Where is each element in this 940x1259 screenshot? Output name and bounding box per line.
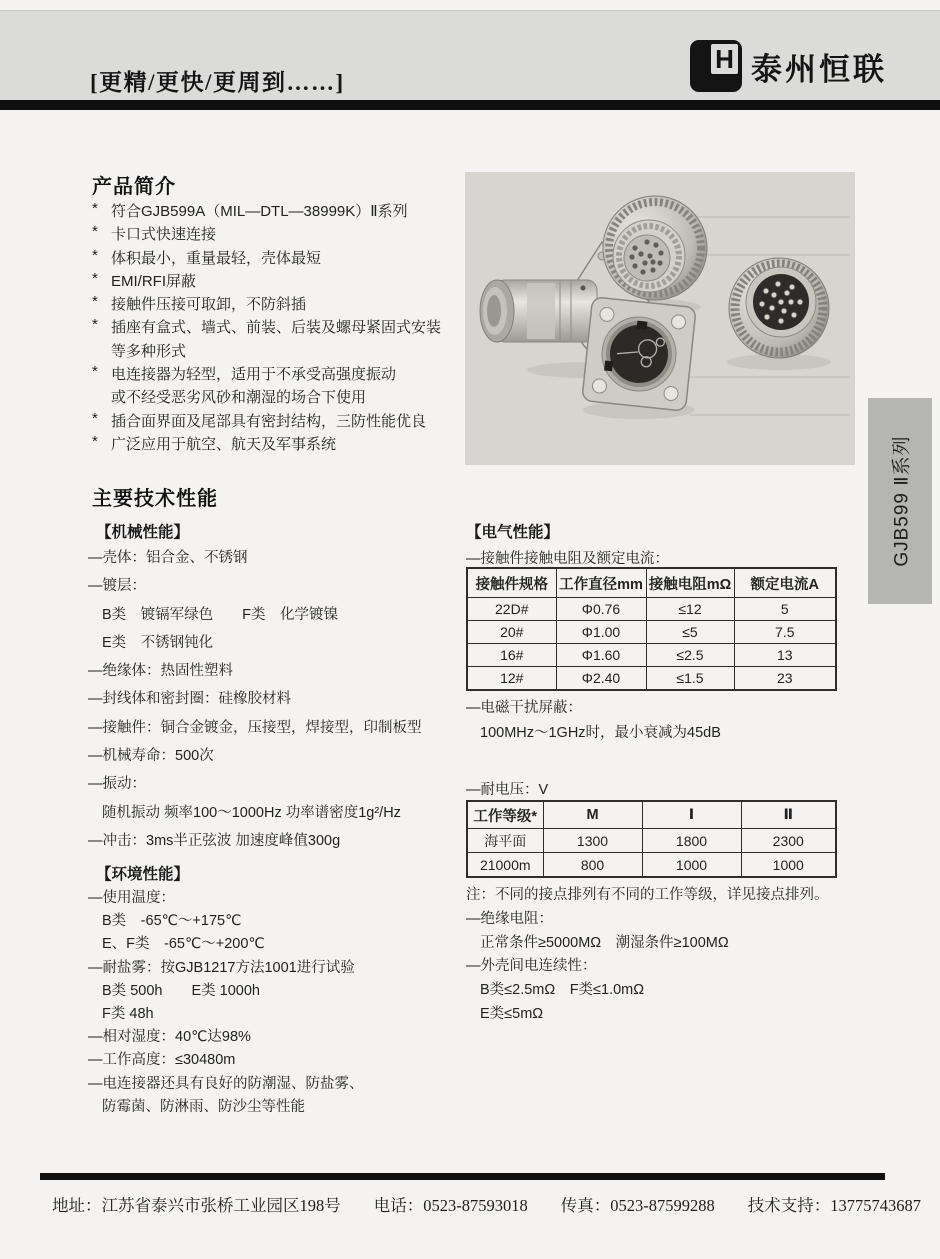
footer [52,1192,921,1216]
connectors-photo [465,172,855,465]
cell: ≤1.5 [646,667,734,691]
cell: 1800 [642,829,741,853]
cell: 2300 [741,829,836,853]
contact-table-label: —接触件接触电阻及额定电流： [466,551,669,567]
spec-line: —电连接器还具有良好的防潮湿、防盐雾、 [88,1075,364,1092]
brand-name: 泰州恒联 [751,51,887,87]
intro-bullet: * 接触件压接可取卸，不防斜插 [92,293,307,314]
logo-monogram: H [711,44,738,74]
spec-line: 防霉菌、防淋雨、防沙尘等性能 [102,1098,305,1115]
column-header: 工作等级* [467,801,543,829]
header-slogan: [更精/更快/更周到……] [90,70,345,95]
footer-address: 地址：江苏省泰兴市张桥工业园区198号 [52,1196,341,1215]
mechanical-heading: 【机械性能】 [96,524,190,541]
cell: 20# [467,621,556,644]
continuity-line: B类≤2.5mΩ F类≤1.0mΩ [480,982,645,998]
cell: 1300 [543,829,642,853]
emi-label: —电磁干扰屏蔽： [466,700,582,716]
series-side-tab [868,398,932,604]
column-header: 接触电阻mΩ [646,568,734,598]
table-row [467,829,836,853]
footer-fax: 传真：0523-87599288 [560,1196,715,1215]
table-row [467,644,836,667]
spec-line: 随机振动 频率100～1000Hz 功率谱密度1g²/Hz [102,804,401,821]
cell: 海平面 [467,829,543,853]
voltage-label: —耐电压：V [466,782,549,798]
intro-bullet: * 卡口式快速连接 [92,223,217,244]
spec-line: F类 48h [102,1005,154,1022]
cell: 1000 [642,853,741,878]
spec-line: —工作高度：≤30480m [88,1052,236,1069]
cell: Φ1.00 [556,621,646,644]
intro-bullet: * 广泛应用于航空、航天及军事系统 [92,432,337,453]
cell: 1000 [741,853,836,878]
cell: Φ0.76 [556,598,646,621]
intro-bullet: * 插座有盒式、墙式、前装、后装及螺母紧固式安装 [92,316,442,337]
spec-line: E类 不锈钢钝化 [102,634,214,651]
contact-resistance-table [466,567,837,691]
cell: 7.5 [734,621,836,644]
connector-flange-front [582,297,696,411]
tech-title: 主要技术性能 [92,488,218,510]
lh-logo-icon [690,40,742,92]
cell: 5 [734,598,836,621]
spec-line: —接触件：铜合金镀金，压接型，焊接型，印制板型 [88,719,422,736]
connector-plug-top [603,196,707,300]
cell: ≤12 [646,598,734,621]
intro-bullet: * 插合面界面及尾部具有密封结构，三防性能优良 [92,409,427,430]
table-row [467,667,836,691]
cell: 13 [734,644,836,667]
spec-line: B类 -65℃～+175℃ [102,913,242,930]
spec-line: —振动： [88,776,146,793]
column-header: 工作直径mm [556,568,646,598]
continuity-label: —外壳间电连续性： [466,958,597,974]
spec-line: —使用温度： [88,890,175,906]
intro-bullet: * 电连接器为轻型，适用于不承受高强度振动 [92,363,397,384]
cell: Φ1.60 [556,644,646,667]
spec-line: B类 500h E类 1000h [102,982,260,999]
insulation-value: 正常条件≥5000MΩ 潮湿条件≥100MΩ [480,935,729,951]
cell: ≤5 [646,621,734,644]
brand-logo [690,40,887,92]
cell: Φ2.40 [556,667,646,691]
voltage-note: 注：不同的接点排列有不同的工作等级，详见接点排列。 [466,887,829,903]
cell: 16# [467,644,556,667]
spec-line: —机械寿命：500次 [88,748,214,765]
intro-bullet: 等多种形式 [111,342,187,360]
spec-line: B类 镀镉军绿色 F类 化学镀镍 [102,606,339,623]
mechanical-list [88,546,422,857]
voltage-table [466,800,837,878]
intro-bullet: * EMI/RFI屏蔽 [92,269,196,290]
footer-support: 技术支持：13775743687 [747,1196,921,1215]
intro-bullet-list [92,200,464,456]
table-header-row [467,801,836,829]
spec-line: —绝缘体：热固性塑料 [88,663,233,680]
intro-title: 产品简介 [92,176,176,198]
column-header: Ⅰ [642,801,741,829]
spec-line: —耐盐雾：按GJB1217方法1001进行试验 [88,959,355,976]
cell: 23 [734,667,836,691]
spec-line: —封线体和密封圈：硅橡胶材料 [88,691,291,708]
electrical-heading: 【电气性能】 [466,524,560,541]
continuity-line: E类≤5mΩ [480,1006,544,1022]
cell: 21000m [467,853,543,878]
header-divider-bar [0,100,940,110]
column-header: Ⅱ [741,801,836,829]
environmental-heading: 【环境性能】 [96,866,190,883]
table-row [467,853,836,878]
environmental-list [88,886,364,1118]
cell: ≤2.5 [646,644,734,667]
cell: 12# [467,667,556,691]
emi-value: 100MHz～1GHz时，最小衰减为45dB [480,725,721,741]
cell: 22D# [467,598,556,621]
table-header-row [467,568,836,598]
table-row [467,621,836,644]
column-header: M [543,801,642,829]
spec-line: —相对湿度：40℃达98% [88,1029,251,1046]
column-header: 接触件规格 [467,568,556,598]
table-row [467,598,836,621]
intro-bullet: * 符合GJB599A（MIL—DTL—38999K）Ⅱ系列 [92,200,408,220]
connector-plug-right [729,258,829,358]
intro-bullet: * 体积最小，重量最轻，壳体最短 [92,246,322,267]
spec-line: —冲击：3ms半正弦波 加速度峰值300g [88,832,341,849]
footer-divider-bar [40,1173,885,1180]
spec-line: —壳体：铝合金、不锈钢 [88,550,248,566]
insulation-label: —绝缘电阻： [466,911,553,927]
intro-bullet: 或不经受恶劣风砂和潮湿的场合下使用 [111,389,367,407]
cell: 800 [543,853,642,878]
spec-line: E、F类 -65℃～+200℃ [102,936,265,953]
spec-line: —镀层： [88,578,146,595]
column-header: 额定电流A [734,568,836,598]
series-label: GJB599 Ⅱ系列 [891,435,913,567]
footer-phone: 电话：0523-87593018 [373,1196,528,1215]
product-photo [465,172,855,465]
